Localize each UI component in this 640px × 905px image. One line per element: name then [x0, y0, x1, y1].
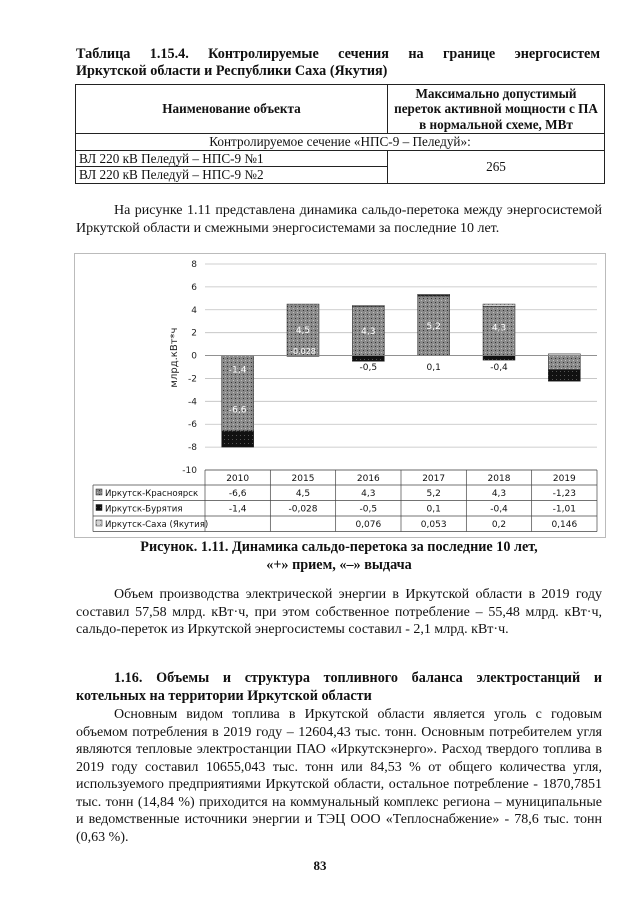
max-flow-value: 265	[388, 150, 605, 183]
bar-data-label: 5,2	[426, 321, 441, 332]
y-tick-label: -8	[188, 443, 197, 454]
controlled-sections-table	[75, 84, 605, 184]
legend-entry: Иркутск-Красноярск	[105, 489, 199, 499]
bar-buryatia	[483, 356, 515, 361]
y-tick-label: 8	[191, 260, 197, 270]
table-caption-line1	[76, 46, 600, 63]
x-category-label: 2018	[487, 474, 511, 484]
bar-buryatia	[352, 356, 384, 362]
y-tick-label: -10	[182, 466, 197, 476]
section-heading: 1.16. Объемы и структура топливного баланса электростанций и котельных на территории Иркутской области	[76, 670, 602, 704]
table-header-row	[76, 85, 605, 134]
bar-data-label: -0,5	[359, 363, 378, 373]
legend-swatch	[96, 505, 102, 511]
table-cell-value: 0,076	[355, 520, 382, 530]
table-cell-value: -1,23	[552, 489, 576, 499]
figure-caption-line2: «+» прием, «–» выдача	[266, 556, 412, 573]
intro-paragraph: На рисунке 1.11 представлена динамика сальдо-перетока между энергосистемой Иркутской области и смежными энергосистемами за последние 10 лет.	[76, 203, 602, 236]
table-cell-value: -0,4	[490, 504, 508, 515]
table-cell-value: 0,1	[426, 504, 441, 515]
legend-swatch	[96, 520, 102, 526]
table-cell-value: 4,3	[361, 489, 376, 499]
y-axis-label: млрд.кВт*ч	[169, 327, 180, 388]
bar-data-label: -6,6	[228, 405, 247, 416]
header-max-flow: Максимально допустимый переток активной мощности с ПА в нормальной схеме, МВт	[388, 85, 605, 134]
bar-buryatia	[548, 370, 580, 382]
table-cell-value: -6,6	[228, 489, 247, 499]
bar-data-label: 4,3	[361, 326, 376, 337]
table-cell-value: -0,028	[288, 504, 318, 515]
y-tick-label: 6	[191, 282, 197, 293]
legend-swatch	[96, 489, 102, 495]
bar-krasnoyarsk	[548, 356, 580, 370]
table-caption-word: Контролируемые	[208, 46, 319, 62]
x-category-label: 2015	[291, 474, 315, 484]
table-caption-word: энергосистем	[514, 46, 600, 62]
table-row	[76, 150, 605, 167]
x-category-label: 2017	[422, 474, 446, 484]
bar-data-label: -1,4	[228, 365, 247, 376]
legend-entry: Иркутск-Бурятия	[105, 504, 183, 515]
y-tick-label: -6	[188, 420, 197, 431]
table-caption	[76, 46, 600, 80]
row-line-1: ВЛ 220 кВ Пеледуй – НПС-9 №1	[76, 150, 388, 167]
table-caption-word: границе	[442, 46, 496, 62]
table-caption-word: на	[408, 46, 424, 62]
table-cell-value: -0,5	[359, 504, 378, 515]
legend-entry: Иркутск-Саха (Якутия)	[105, 520, 209, 530]
table-cell-value: 0,2	[491, 520, 507, 530]
table-cell-value: 4,3	[491, 489, 507, 499]
x-category-label: 2016	[356, 474, 380, 484]
chart-svg	[75, 254, 605, 537]
figure-caption-line1: Рисунок. 1.11. Динамика сальдо-перетока за последние 10 лет,	[140, 539, 538, 555]
bar-sakha	[418, 294, 450, 295]
table-cell-value: -1,4	[228, 504, 247, 515]
y-tick-label: 4	[191, 305, 197, 316]
y-tick-label: 0	[191, 351, 197, 362]
bar-buryatia	[222, 431, 254, 447]
header-object-name: Наименование объекта	[76, 85, 388, 134]
fuel-paragraph: Основным видом топлива в Иркутской области является уголь с годовым объемом потребления в 2019 году – 12604,43 тыс. тонн. Основным потребителем угля являются тепловые электростанции ПАО «Иркутскэнерго». Расход твердого топлива в 2019 году составил 10655,043 тыс. тонн или 84,53 % от общего количества угля, используемого предприятиями Иркутской области, остальное потребление - 1870,7851 тыс. тонн (14,84 %) приходится на коммунальный комплекс региона – муниципальные и ведомственные источники энергии и ТЭЦ ООО «Теплоснабжение» - 78,6 тыс. тонн (0,63 %).	[76, 707, 602, 845]
bar-data-label: 4,5	[295, 325, 311, 336]
table-cell-value: 4,5	[295, 489, 311, 499]
bar-data-label: 4,3	[491, 323, 507, 334]
table-cell-value: -1,01	[552, 504, 576, 515]
table-cell-value: 0,146	[551, 520, 578, 530]
table-caption-word: сечения	[338, 46, 389, 62]
figure-caption	[74, 539, 604, 574]
bar-sakha	[352, 305, 384, 306]
page-number: 83	[313, 858, 327, 873]
bar-data-label: -0,028	[290, 346, 316, 356]
saldo-flow-chart	[74, 253, 606, 538]
production-paragraph: Объем производства электрической энергии в Иркутской области в 2019 году составил 57,58 млрд. кВт·ч, при этом собственное потребление – 55,48 млрд. кВт·ч, сальдо-переток из Иркутской энергосистемы составил - 2,1 млрд. кВт·ч.	[76, 587, 602, 637]
bar-sakha	[483, 304, 515, 306]
table-section-row	[76, 134, 605, 151]
row-line-2: ВЛ 220 кВ Пеледуй – НПС-9 №2	[76, 167, 388, 184]
bar-data-label: -0,4	[490, 363, 508, 373]
table-cell-value: 5,2	[426, 489, 441, 499]
x-category-label: 2019	[552, 474, 576, 484]
y-tick-label: 2	[191, 328, 197, 339]
table-cell-value: 0,053	[420, 520, 447, 530]
table-caption-word: 1.15.4.	[149, 46, 189, 62]
table-caption-line2: Иркутской области и Республики Саха (Якутия)	[76, 63, 388, 79]
y-tick-label: -4	[188, 397, 197, 408]
table-caption-word: Таблица	[76, 46, 131, 62]
bar-data-label: 0,1	[426, 363, 441, 373]
y-tick-label: -2	[188, 374, 197, 385]
x-category-label: 2010	[226, 474, 250, 484]
section-title: Контролируемое сечение «НПС-9 – Пеледуй»:	[76, 134, 605, 151]
